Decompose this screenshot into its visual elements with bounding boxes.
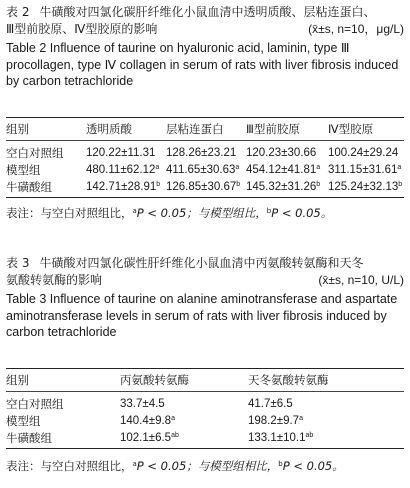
table2-header-pc3: Ⅲ型前胶原 [246, 122, 300, 136]
table2-header-laminin: 层粘连蛋白 [166, 122, 224, 136]
table3-caption-en: Table 3 Influence of taurine on alanine aminotransferase and aspartate aminotransferase levels in serum of rats with liver fibrosis induced by carbon tetrachloride [6, 292, 398, 339]
table-cell: 145.32±31.26$^b$ [246, 180, 321, 193]
table2-header-hyaluronic: 透明质酸 [86, 122, 132, 136]
table-cell: 126.85±30.67$^b$ [166, 180, 241, 193]
table-cell: 128.26±23.21 [166, 146, 237, 159]
table-cell: 198.2±9.7$^a$ [248, 414, 303, 427]
row-group-label: 空白对照组 [6, 396, 64, 411]
table3-unit: (x̄±s, n=10, U/L) [318, 273, 404, 287]
table-cell: 133.1±10.1$^{ab}$ [248, 431, 314, 444]
table3-grid [6, 369, 404, 391]
table-cell: 120.23±30.66 [246, 146, 317, 159]
table-cell: 411.65±30.63$^a$ [166, 163, 240, 176]
row-group-label: 牛磺酸组 [6, 430, 52, 445]
table-cell: 41.7±6.5 [248, 397, 293, 410]
table3-caption [6, 255, 404, 341]
table-row [6, 178, 404, 195]
table3-note: 表注：与空白对照组比，$^a$P < 0.05；与模型组相比，$^b$P < 0.05。 [6, 459, 344, 473]
table-row [6, 161, 404, 178]
table-row [6, 429, 404, 446]
table-cell: 311.15±31.61$^a$ [328, 163, 402, 176]
table2-grid [6, 118, 404, 140]
table3-header-alt: 丙氨酸转氨酶 [120, 373, 189, 387]
table2-caption-cn: 表 2 牛磺酸对四氯化碳肝纤维化小鼠血清中透明质酸、层粘连蛋白、 [6, 5, 376, 19]
table-cell: 33.7±4.5 [120, 397, 165, 410]
row-group-label: 空白对照组 [6, 145, 64, 160]
table2-header-group: 组别 [6, 122, 29, 136]
table3-header-ast: 天冬氨酸转氨酶 [248, 373, 329, 387]
table2-header-rule [6, 140, 404, 141]
row-group-label: 牛磺酸组 [6, 179, 52, 194]
table-cell: 100.24±29.24 [328, 146, 399, 159]
table3-body [6, 395, 404, 446]
table-row [6, 144, 404, 161]
table3-header-row [6, 369, 404, 391]
table2-bottom-rule [6, 197, 404, 198]
table2-caption-cn-line2: Ⅲ型前胶原、Ⅳ型胶原的影响 [6, 22, 158, 36]
table2 [6, 117, 404, 221]
row-group-label: 模型组 [6, 413, 41, 428]
table-cell: 102.1±6.5$^{ab}$ [120, 431, 179, 444]
table-cell: 454.12±41.81$^a$ [246, 163, 321, 176]
table-cell: 140.4±9.8$^a$ [120, 414, 175, 427]
table3-bottom-rule [6, 448, 404, 449]
table3-caption-cn: 表 3 牛磺酸对四氯化碳性肝纤维化小鼠血清中丙氨酸转氨酶和天冬 [6, 256, 364, 270]
table2-note: 表注：与空白对照组比，$^a$P < 0.05；与模型组比，$^b$P < 0.05。 [6, 206, 333, 220]
table-row [6, 395, 404, 412]
table-cell: 125.24±32.13$^b$ [328, 180, 403, 193]
table2-unit: (x̄±s, n=10，μg/L) [308, 22, 404, 36]
table2-header-row [6, 118, 404, 140]
table-row [6, 412, 404, 429]
table2-header-c4: Ⅳ型胶原 [328, 122, 374, 136]
table-cell: 480.11±62.12$^a$ [86, 163, 160, 176]
table-cell: 120.22±11.31 [86, 146, 156, 159]
table-cell: 142.71±28.91$^b$ [86, 180, 161, 193]
table2-caption-en: Table 2 Influence of taurine on hyaluronic acid, laminin, type Ⅲ procollagen, type Ⅳ collagen in serum of rats with liver fibrosis induced by carbon tetrachloride [6, 41, 399, 88]
table2-caption [6, 4, 404, 90]
table2-body [6, 144, 404, 195]
table3-header-group: 组别 [6, 373, 29, 387]
table3 [6, 368, 404, 474]
table3-header-rule [6, 391, 404, 392]
table3-caption-cn-line2: 氨酸转氨酶的影响 [6, 273, 103, 287]
row-group-label: 模型组 [6, 162, 41, 177]
